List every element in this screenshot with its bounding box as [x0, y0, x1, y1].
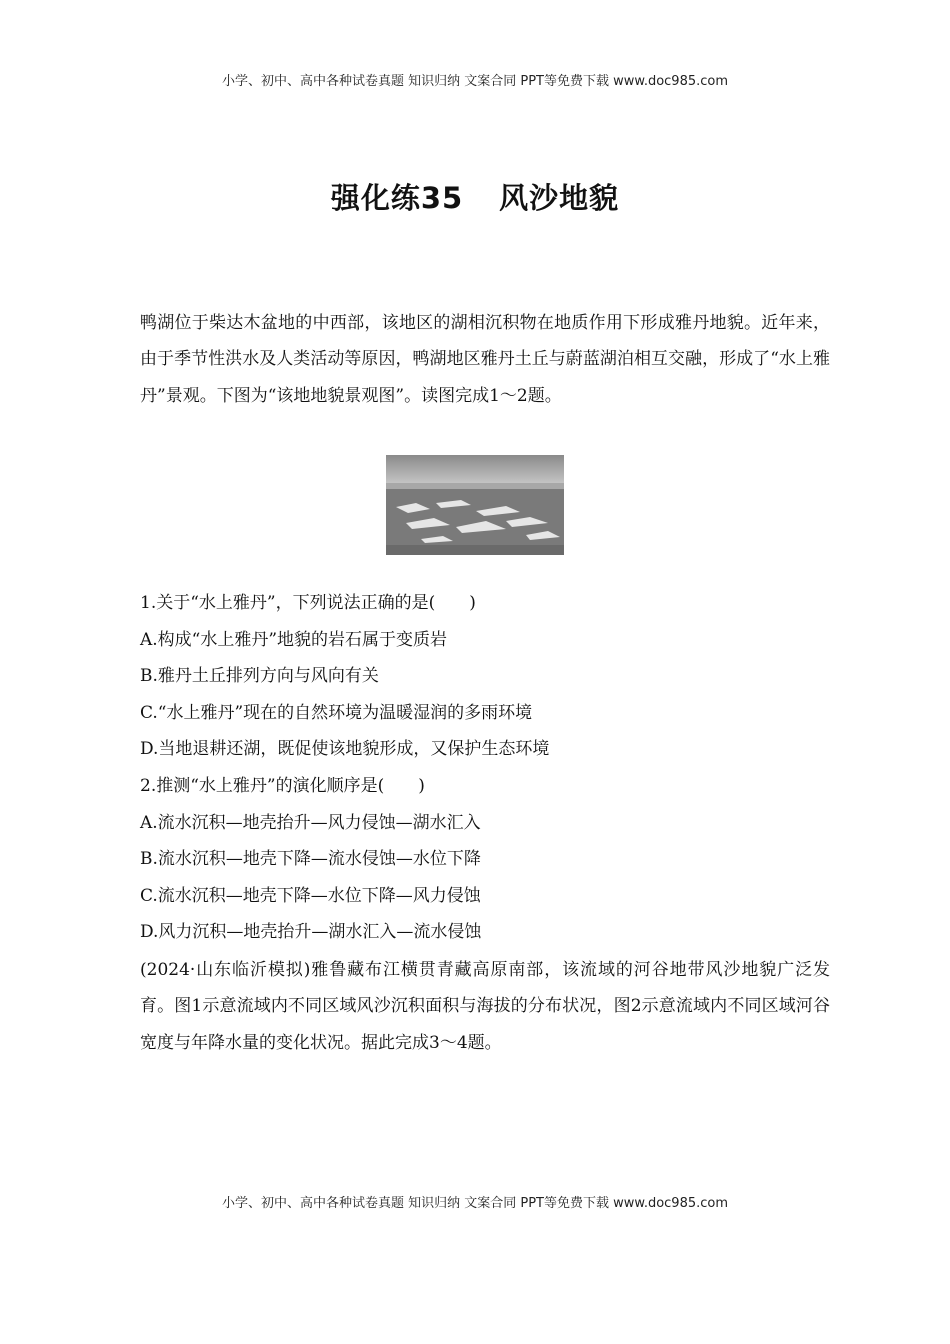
option: D.当地退耕还湖，既促使该地貌形成，又保护生态环境: [140, 739, 550, 760]
option: C.“水上雅丹”现在的自然环境为温暖湿润的多雨环境: [140, 702, 533, 723]
intro-paragraph: 鸭湖位于柴达木盆地的中西部，该地区的湖相沉积物在地质作用下形成雅丹地貌。近年来，由于季节性洪水及人类活动等原因，鸭湖地区雅丹土丘与蔚蓝湖泊相互交融，形成了“水上雅丹”景观。下图为“该地地貌景观图”。读图完成1～2题。: [140, 313, 830, 406]
option: B.流水沉积—地壳下降—流水侵蚀—水位下降: [140, 849, 481, 870]
page-footer: 小学、初中、高中各种试卷真题 知识归纳 文案合同 PPT等免费下载 www.doc985.com: [221, 1196, 729, 1211]
option: A.流水沉积—地壳抬升—风力侵蚀—湖水汇入: [140, 812, 481, 833]
option: B.雅丹土丘排列方向与风向有关: [140, 666, 379, 687]
page-title: [0, 176, 950, 217]
intro-paragraph-2: (2024·山东临沂模拟)雅鲁藏布江横贯青藏高原南部，该流域的河谷地带风沙地貌广泛发育。图1示意流域内不同区域风沙沉积面积与海拔的分布状况，图2示意流域内不同区域河谷宽度与年降水量的变化状况。据此完成3～4题。: [140, 960, 830, 1053]
option: A.构成“水上雅丹”地貌的岩石属于变质岩: [140, 629, 448, 650]
question-stem: 2.推测“水上雅丹”的演化顺序是( ): [140, 775, 425, 796]
title-topic: 风沙地貌: [499, 181, 620, 215]
title-number: 强化练35: [330, 181, 464, 215]
question-list: [140, 585, 830, 951]
option: D.风力沉积—地壳抬升—湖水汇入—流水侵蚀: [140, 922, 482, 943]
question-stem: 1.关于“水上雅丹”，下列说法正确的是( ): [140, 593, 476, 613]
option: C.流水沉积—地壳下降—水位下降—风力侵蚀: [140, 885, 481, 906]
landform-photo: [386, 455, 564, 555]
page-header: 小学、初中、高中各种试卷真题 知识归纳 文案合同 PPT等免费下载 www.doc985.com: [221, 74, 729, 89]
